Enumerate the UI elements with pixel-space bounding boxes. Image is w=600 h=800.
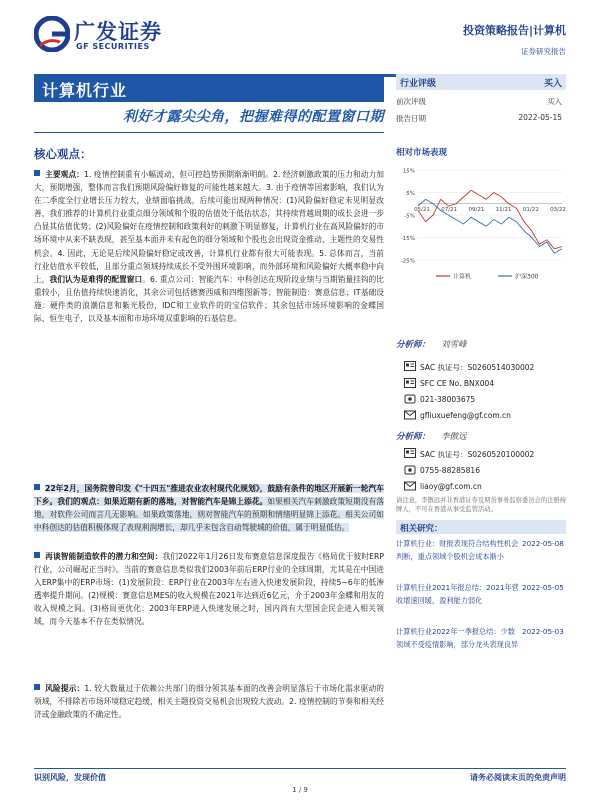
related-item[interactable] xyxy=(396,626,520,651)
chart-series-line-1 xyxy=(418,199,562,253)
logo-text-cn: 广发证券 xyxy=(74,20,162,44)
main-view-bold: 我们认为是难得的配置窗口 xyxy=(49,274,143,284)
analyst-1-sfc: SFC CE No. BNX004 xyxy=(420,379,495,388)
main-view-label: 主要观点： xyxy=(45,170,85,179)
chart-y-tick: -25% xyxy=(400,258,415,265)
related-item[interactable] xyxy=(396,538,520,563)
main-view-paragraph xyxy=(34,168,384,325)
bullet-icon xyxy=(34,684,40,690)
related-item-date: 2022-05-03 xyxy=(522,627,564,636)
chart-x-tick: 01/22 xyxy=(522,206,539,213)
industry-banner xyxy=(34,74,384,102)
report-date-label: 报告日期 xyxy=(396,114,426,123)
analyst-2-phone[interactable]: 0755-88285816 xyxy=(420,466,480,475)
logo xyxy=(34,14,184,56)
chart-y-tick: -15% xyxy=(400,236,415,242)
related-item-title[interactable]: 计算机行业2021年报总结：2021年营收增速回暖，盈利能力弱化 xyxy=(396,583,519,605)
related-item[interactable] xyxy=(396,582,520,607)
related-item-title[interactable]: 计算机行业2022年一季报总结：少数领域不受疫情影响，部分龙头表现良异 xyxy=(396,627,519,649)
industry-title: 计算机行业 xyxy=(42,81,128,100)
chart-x-tick: 03/22 xyxy=(550,206,566,213)
id-card-icon xyxy=(404,448,416,458)
report-subtype: 证券研究报告 xyxy=(521,47,566,56)
related-item-date: 2022-05-05 xyxy=(522,583,564,592)
footer-disclaimer-link[interactable]: 请务必阅读末页的免责声明 xyxy=(470,773,566,782)
rating-label: 行业评级 xyxy=(400,79,437,89)
policy-text: 如果相关汽车刺激政策短期没有落地，对软件公司而言几无影响。如果政策落地，则对智能汽车的预期和情绪明显锦上添花。相关公司如中科创达的估值积极体现了表现利润增长，却几乎未包含自动驾驶城的价值，属于明显低估。 xyxy=(34,497,384,533)
email-icon xyxy=(404,410,416,420)
analyst-heading-text: 分析师： xyxy=(396,340,431,350)
phone-icon xyxy=(404,394,416,404)
chart-x-tick: 07/21 xyxy=(441,206,458,213)
policy-bold: 22年2月，国务院曾印发《"十四五"推进农业农村现代化规划》，鼓励有条件的地区开展新一轮汽车下乡。我们的观点：如果近期有新的落地，对智能汽车是锦上添花。 xyxy=(34,484,384,507)
phone-icon xyxy=(404,465,416,475)
page-number: 1 / 9 xyxy=(292,786,308,794)
analyst-1-email[interactable]: gfliuxuefeng@gf.com.cn xyxy=(420,411,511,420)
chart-series-line-0 xyxy=(418,190,562,249)
chart-y-tick: 5% xyxy=(406,191,415,197)
market-chart xyxy=(396,160,566,290)
analyst-heading xyxy=(396,338,566,350)
report-date-value: 2022-05-15 xyxy=(518,113,562,122)
analyst-1-sac: SAC 执证号：S0260514030002 xyxy=(420,363,535,372)
policy-paragraph xyxy=(34,482,384,534)
logo-text-en: GF SECURITIES xyxy=(76,42,150,51)
manufacturing-text: 我们2022年1月26日发布赛意信息深度报告《格局优于彼时ERP行业，公司崛起正当时》。当前的赛意信息类似我们2003年前后ERP行业的全球周期，尤其是在中国进入ERP集中的ERP市场：(1)发展阶段：ERP行业在2003年左右进入快速发展阶段，持续5~6年的低渗透率提升期间。(2)规模：赛意信息MES的收入规模在2021年达到近6亿元，介于2003年金蝶和用友的收入规模之间。(3)格局更优化：2003年ERP进入快速发展之时，国内尚有大型国企民企进入相关领域，而今天基本不存在类似情况。 xyxy=(34,552,384,627)
bullet-icon xyxy=(34,552,40,558)
manufacturing-paragraph xyxy=(34,550,384,629)
chart-x-tick: 05/21 xyxy=(414,206,430,213)
analyst-2-email[interactable]: liaoy@gf.com.cn xyxy=(420,482,482,491)
id-card-icon xyxy=(404,361,416,371)
footer-slogan: 识别风险，发现价值 xyxy=(34,773,106,782)
bullet-icon xyxy=(34,170,40,176)
risk-label: 风险提示： xyxy=(45,684,85,693)
rating-value: 买入 xyxy=(543,79,562,89)
chart-y-tick: -5% xyxy=(404,213,415,220)
analyst-2-name: 李傲远 xyxy=(440,432,467,442)
headline: 利好才露尖尖角，把握难得的配置窗口期 xyxy=(123,109,384,125)
headline-rule xyxy=(34,132,384,133)
related-heading: 相关研究： xyxy=(400,524,443,534)
chart-legend-label: 计算机 xyxy=(453,273,472,281)
manufacturing-label: 再谈智能制造软件的潜力和空间： xyxy=(45,552,163,561)
chart-x-tick: 11/21 xyxy=(495,206,512,213)
related-band xyxy=(396,520,566,534)
market-chart-svg xyxy=(396,160,566,290)
chart-legend-label: 沪深300 xyxy=(515,273,539,281)
email-icon xyxy=(404,481,416,491)
main-view-tail: 。6. 重点公司：智能汽车：中科创达在现阶段业绩与当期销量挂钩的比重较小，且估值持续快速消化，其余公司包括德赛西威和四维图新等；智能制造：赛意信息；IT基础设施：硬件类的浪潮信息和紫光股份，IDC和工业软件的的宝信软件；其余包括市场环境影响的金蝶国际、恒生电子，以及基本面和市场环境双重影响的石基信息。 xyxy=(34,274,384,324)
related-item-date: 2022-05-08 xyxy=(522,539,564,548)
id-card-icon xyxy=(404,378,416,388)
analyst-2-sac: SAC 执证号：S0260520100002 xyxy=(420,450,535,459)
main-view-text: 1. 疫情控制重有小幅波动，但可控趋势预期渐渐明朗。2. 经济刺激政策的压力和动力加大，预期增强，整体而言我们预期风险偏好修复的可能性越来越大。3. 由于疫情等因素影响，我们认为在二季度全行业增长压力较大，业绩面临挑战，后续可能出现两种情况：(1)风险偏好稳定未见明显改善，我们推荐的计算机行业重点细分领域和个股的估值处于低估状态，其持续背越周期的成长会进一步凸显其估值优势；(2)风险偏好在疫情控制和政策利好的刺激下明显修复，计算机行业在高风险偏好的市场环境中从来不缺表现，甚至基本面并未有起色的细分领域和个股也会出现资金推动、主题性的交易性机会。4. 因此，无论是后续风险偏好稳定或改善，计算机行业都有很大可能表现。5. 总体而言，当前行业估值水平较低，且部分重点领域持续成长不受外围环境影响，而外部环境和风险偏好大概率稳中向上， xyxy=(34,170,384,284)
report-type: 投资策略报告|计算机 xyxy=(462,24,566,37)
analyst-2-heading-text: 分析师： xyxy=(396,432,431,442)
risk-paragraph xyxy=(34,682,384,721)
prev-rating-value: 买入 xyxy=(547,97,562,106)
rating-band xyxy=(396,74,566,90)
core-heading: 核心观点： xyxy=(34,147,92,161)
chart-x-tick: 09/21 xyxy=(468,206,485,213)
market-chart-heading: 相对市场表现 xyxy=(396,148,448,158)
analyst-disclaimer: 请注意，李傲远并非香港证券及期货事务监察委员会的注册持牌人，不可在香港从事受监管活动。 xyxy=(396,497,567,513)
related-item-title[interactable]: 计算机行业：财报表现符合结构性机会判断，重点领域个股机会成本渐小 xyxy=(396,539,519,561)
analyst-1-phone[interactable]: 021-38003675 xyxy=(420,395,476,404)
chart-y-tick: 15% xyxy=(402,168,415,175)
bullet-icon xyxy=(34,484,40,490)
footer-rule xyxy=(34,768,566,769)
risk-text: 1. 较大数量过于依赖公共部门的细分领其基本面的改善会明显落后于市场化需求驱动的领域，不排除若市场环境稳定趋缓，相关主题投资交易机会出现较大波动。2. 疫情控制的节奏和相关经济或金融政策的不确定性。 xyxy=(34,684,384,720)
gf-logo-icon xyxy=(34,16,70,52)
prev-rating-label: 前次评级 xyxy=(396,97,426,106)
analyst-1-name: 刘雪峰 xyxy=(440,340,467,350)
analyst-2-heading xyxy=(396,430,566,442)
